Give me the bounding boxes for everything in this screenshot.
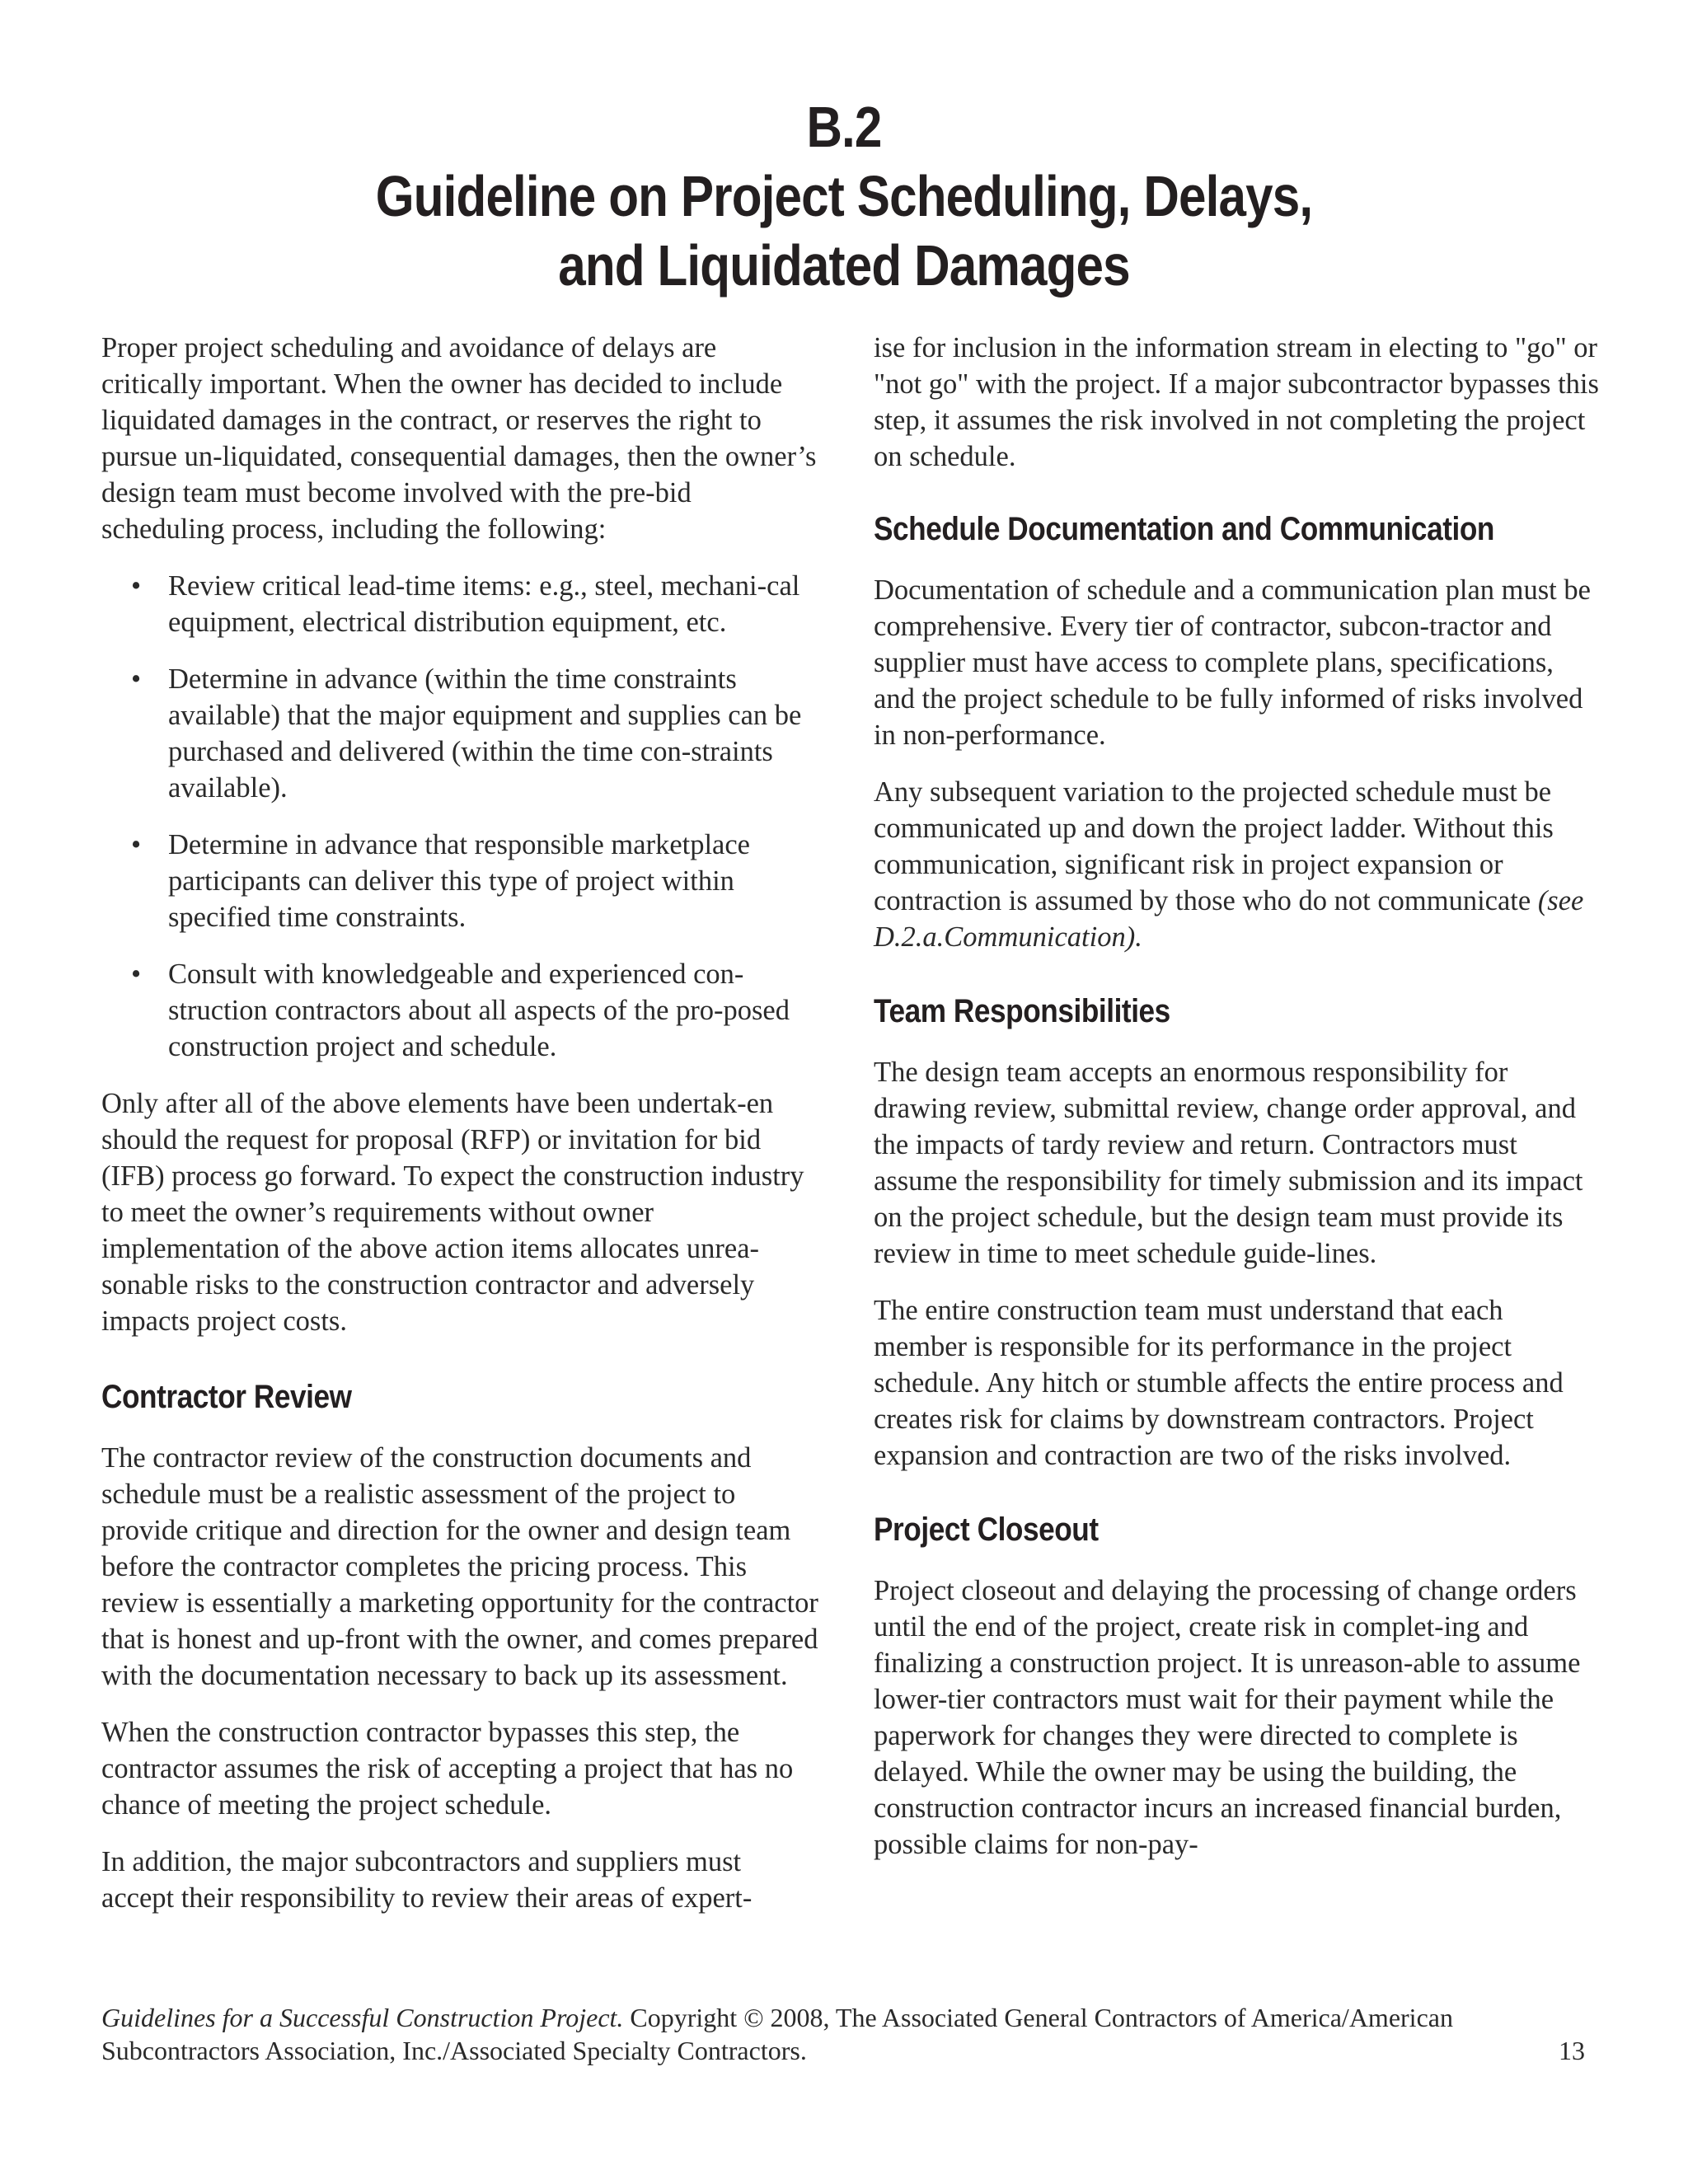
project-closeout-heading: Project Closeout	[874, 1511, 1099, 1548]
schedule-documentation-heading: Schedule Documentation and Communication	[874, 511, 1494, 547]
copyright-notice: Copyright © 2008, The Associated General Contractors of America/American Subcontractors Association, Inc./Associated Specialty Contractors.	[101, 2003, 1453, 2065]
left-column	[101, 330, 818, 1937]
intro-paragraph: Proper project scheduling and avoidance of delays are critically important. When the owner has decided to include liquidated damages in the contract, or reserves the right to pursue un-liquidated, consequential damages, then the owner’s design team must become involved with the pre-bid scheduling process, including the following:	[101, 332, 817, 545]
list-item: • Determine in advance (within the time constraints available) that the major equipment and supplies can be purchased and delivered (within the time con-straints available).	[101, 661, 818, 806]
page-footer	[101, 2001, 1585, 2067]
team-paragraph-2: The entire construction team must understand that each member is responsible for its performance in the project schedule. Any hitch or stumble affects the entire process and creates risk for claims by downstream contractors. Project expansion and contraction are two of the risks involved.	[874, 1295, 1564, 1471]
page-number: 13	[1559, 2036, 1585, 2065]
schedule-paragraph-1: Documentation of schedule and a communication plan must be comprehensive. Every tier of contractor, subcon-tractor and supplier must have access to complete plans, specifications, and the project schedule to be fully informed of risks involved in non-performance.	[874, 574, 1591, 751]
cross-reference: (see D.2.a.Communication).	[874, 885, 1584, 953]
bullet-icon: •	[131, 570, 142, 602]
contractor-review-heading: Contractor Review	[101, 1379, 352, 1415]
title-line-1: Guideline on Project Scheduling, Delays,	[375, 164, 1313, 228]
list-item: • Review critical lead-time items: e.g., steel, mechani-cal equipment, electrical distribution equipment, etc.	[101, 568, 818, 640]
bullet-icon: •	[131, 829, 142, 860]
right-column	[874, 330, 1599, 1883]
page-title	[0, 92, 1688, 300]
continuation-paragraph: ise for inclusion in the information stream in electing to "go" or "not go" with the project. If a major subcontractor bypasses this step, it assumes the risk involved in not completing the project on schedule.	[874, 332, 1599, 472]
contractor-review-paragraph-2: When the construction contractor bypasses this step, the contractor assumes the risk of accepting a project that has no chance of meeting the project schedule.	[101, 1717, 794, 1821]
bullet-icon: •	[131, 663, 142, 695]
list-item: • Consult with knowledgeable and experienced con-struction contractors about all aspects of the pro-posed construction project and schedule.	[101, 956, 818, 1065]
team-paragraph-1: The design team accepts an enormous responsibility for drawing review, submittal review, change order approval, and the impacts of tardy review and return. Contractors must assume the responsibility for timely submission and its impact on the project schedule, but the design team must provide its review in time to meet schedule guide-lines.	[874, 1057, 1583, 1269]
title-section-number: B.2	[806, 95, 882, 159]
contractor-review-paragraph-1: The contractor review of the construction documents and schedule must be a realistic assessment of the project to provide critique and direction for the owner and design team before the contractor completes the pricing process. This review is essentially a marketing opportunity for the contractor that is honest and up-front with the owner, and comes prepared with the documentation necessary to back up its assessment.	[101, 1442, 818, 1691]
action-items-list	[101, 568, 818, 1065]
after-list-paragraph: Only after all of the above elements have been undertak-en should the request for proposal (RFP) or invitation for bid (IFB) process go forward. To expect the construction industry to meet the owner’s requirements without owner implementation of the above action items allocates unrea-sonable risks to the construction contractor and adversely impacts project costs.	[101, 1088, 804, 1337]
list-item: • Determine in advance that responsible marketplace participants can deliver this type of project within specified time constraints.	[101, 827, 818, 935]
closeout-paragraph-1: Project closeout and delaying the processing of change orders until the end of the project, create risk in complet-ing and finalizing a construction project. It is unreason-able to assume lower-tier contractors must wait for their payment while the paperwork for changes they were directed to complete is delayed. While the owner may be using the building, the construction contractor incurs an increased financial burden, possible claims for non-pay-	[874, 1575, 1581, 1860]
team-responsibilities-heading: Team Responsibilities	[874, 993, 1170, 1029]
bullet-icon: •	[131, 958, 142, 990]
contractor-review-paragraph-3: In addition, the major subcontractors and suppliers must accept their responsibility to review their areas of expert-	[101, 1846, 753, 1914]
publication-title: Guidelines for a Successful Construction Project.	[101, 2003, 624, 2032]
schedule-paragraph-2: Any subsequent variation to the projected schedule must be communicated up and down the project ladder. Without this communication, significant risk in project expansion or contraction is assumed by those who do not communicate (see D.2.a.Communication).	[874, 776, 1584, 953]
title-line-2: and Liquidated Damages	[558, 233, 1130, 298]
